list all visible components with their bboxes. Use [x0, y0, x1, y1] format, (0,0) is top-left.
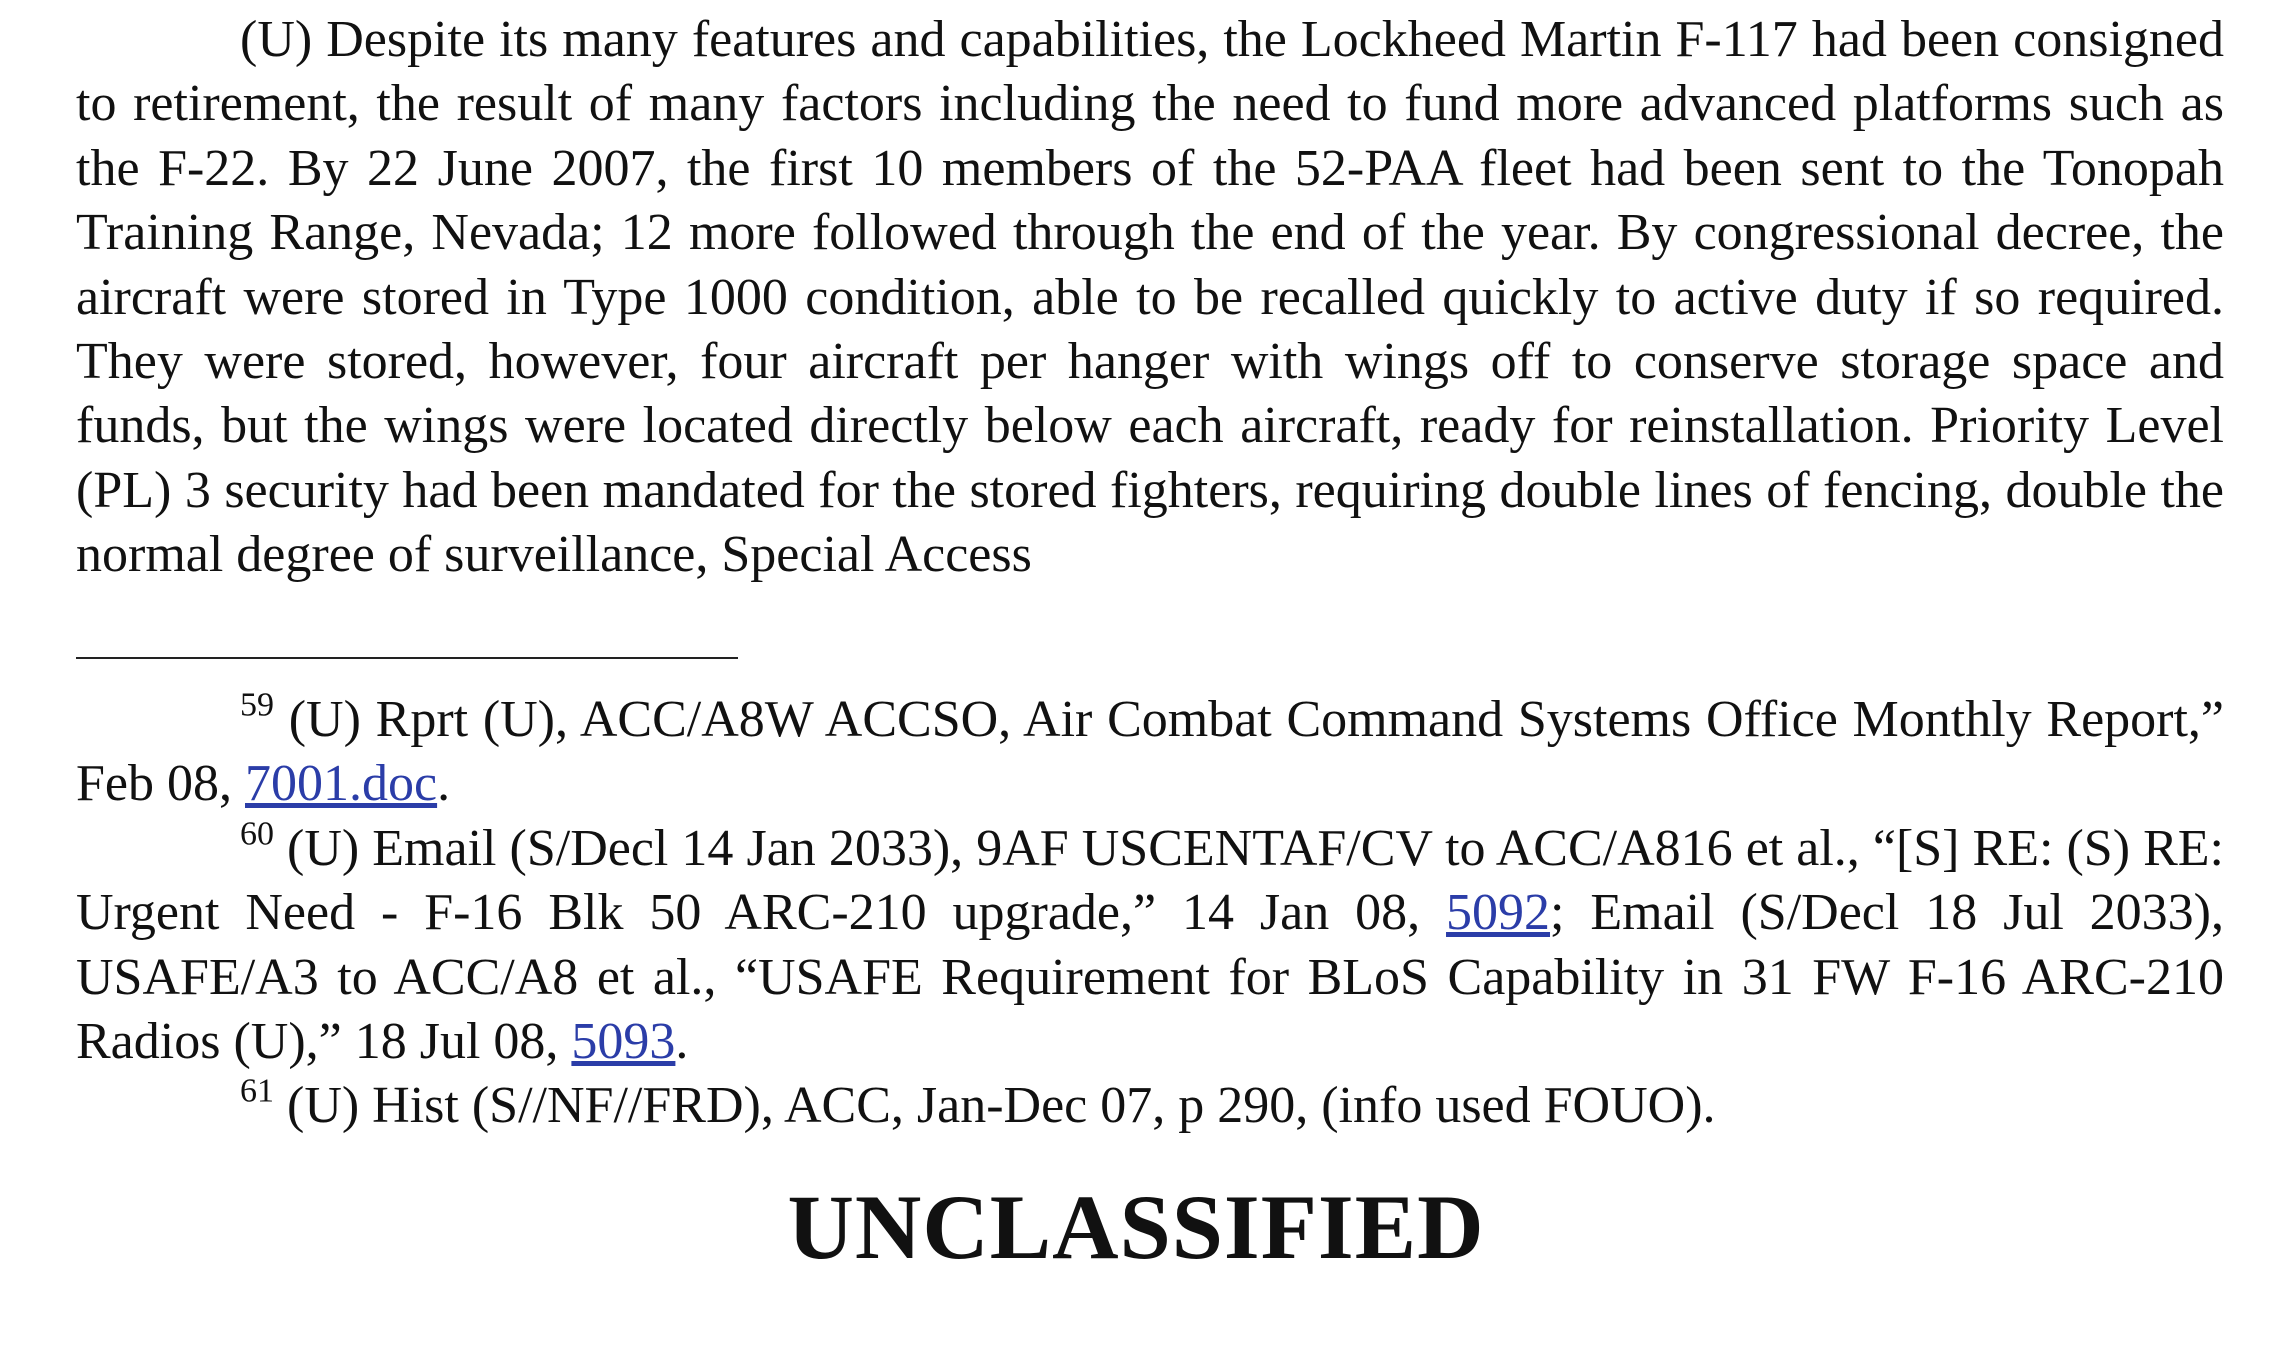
footnote-number: 61: [240, 1073, 274, 1111]
classification-banner: UNCLASSIFIED: [787, 1176, 1485, 1278]
footnote-text: (U) Email (S/Decl 14 Jan 2033), 9AF USCENTAF/CV to ACC/A816 et al., “[S] RE: (S) RE: Urgent Need - F-16 Blk 50 ARC-210 upgrade,” 14 Jan 08,: [76, 819, 2224, 942]
footnote-61: [76, 1074, 2224, 1138]
footnotes-section: [76, 688, 2224, 1139]
footnote-60: [76, 817, 2224, 1075]
footnote-number: 59: [240, 686, 274, 724]
footnote-separator: [76, 657, 738, 659]
footnote-text: (U) Rprt (U), ACC/A8W ACCSO, Air Combat Command Systems Office Monthly Report,” Feb 08,: [76, 691, 2224, 813]
footnote-number: 60: [240, 815, 274, 853]
footnote-text: (U) Hist (S//NF//FRD), ACC, Jan-Dec 07, p 290, (info used FOUO).: [274, 1077, 1716, 1135]
body-paragraph: (U) Despite its many features and capabilities, the Lockheed Martin F-117 had been consigned to retirement, the result of many factors including the need to fund more advanced platforms such as the F-22. By 22 June 2007, the first 10 members of the 52-PAA fleet had been sent to the Tonopah Training Range, Nevada; 12 more followed through the end of the year. By congressional decree, the aircraft were stored in Type 1000 condition, able to be recalled quickly to active duty if so required. They were stored, however, four aircraft per hanger with wings off to conserve storage space and funds, but the wings were located directly below each aircraft, ready for reinstallation. Priority Level (PL) 3 security had been mandated for the stored fighters, requiring double lines of fencing, double the normal degree of surveillance, Special Access: [76, 11, 2224, 584]
footnote-text-end: .: [675, 1013, 689, 1071]
footnote-59: [76, 688, 2224, 817]
footnote-text-end: .: [437, 755, 451, 813]
footnote-link-5093[interactable]: 5093: [571, 1013, 676, 1071]
footnote-link-5092[interactable]: 5092: [1446, 884, 1551, 942]
footnote-text-middle: ; Email (S/Decl 18 Jul 2033), USAFE/A3 to ACC/A8 et al., “USAFE Requirement for BLoS Capability in 31 FW F-16 ARC-210 Radios (U),” 18 Jul 08,: [76, 884, 2224, 1071]
footnote-link-7001-doc[interactable]: 7001.doc: [245, 755, 438, 813]
